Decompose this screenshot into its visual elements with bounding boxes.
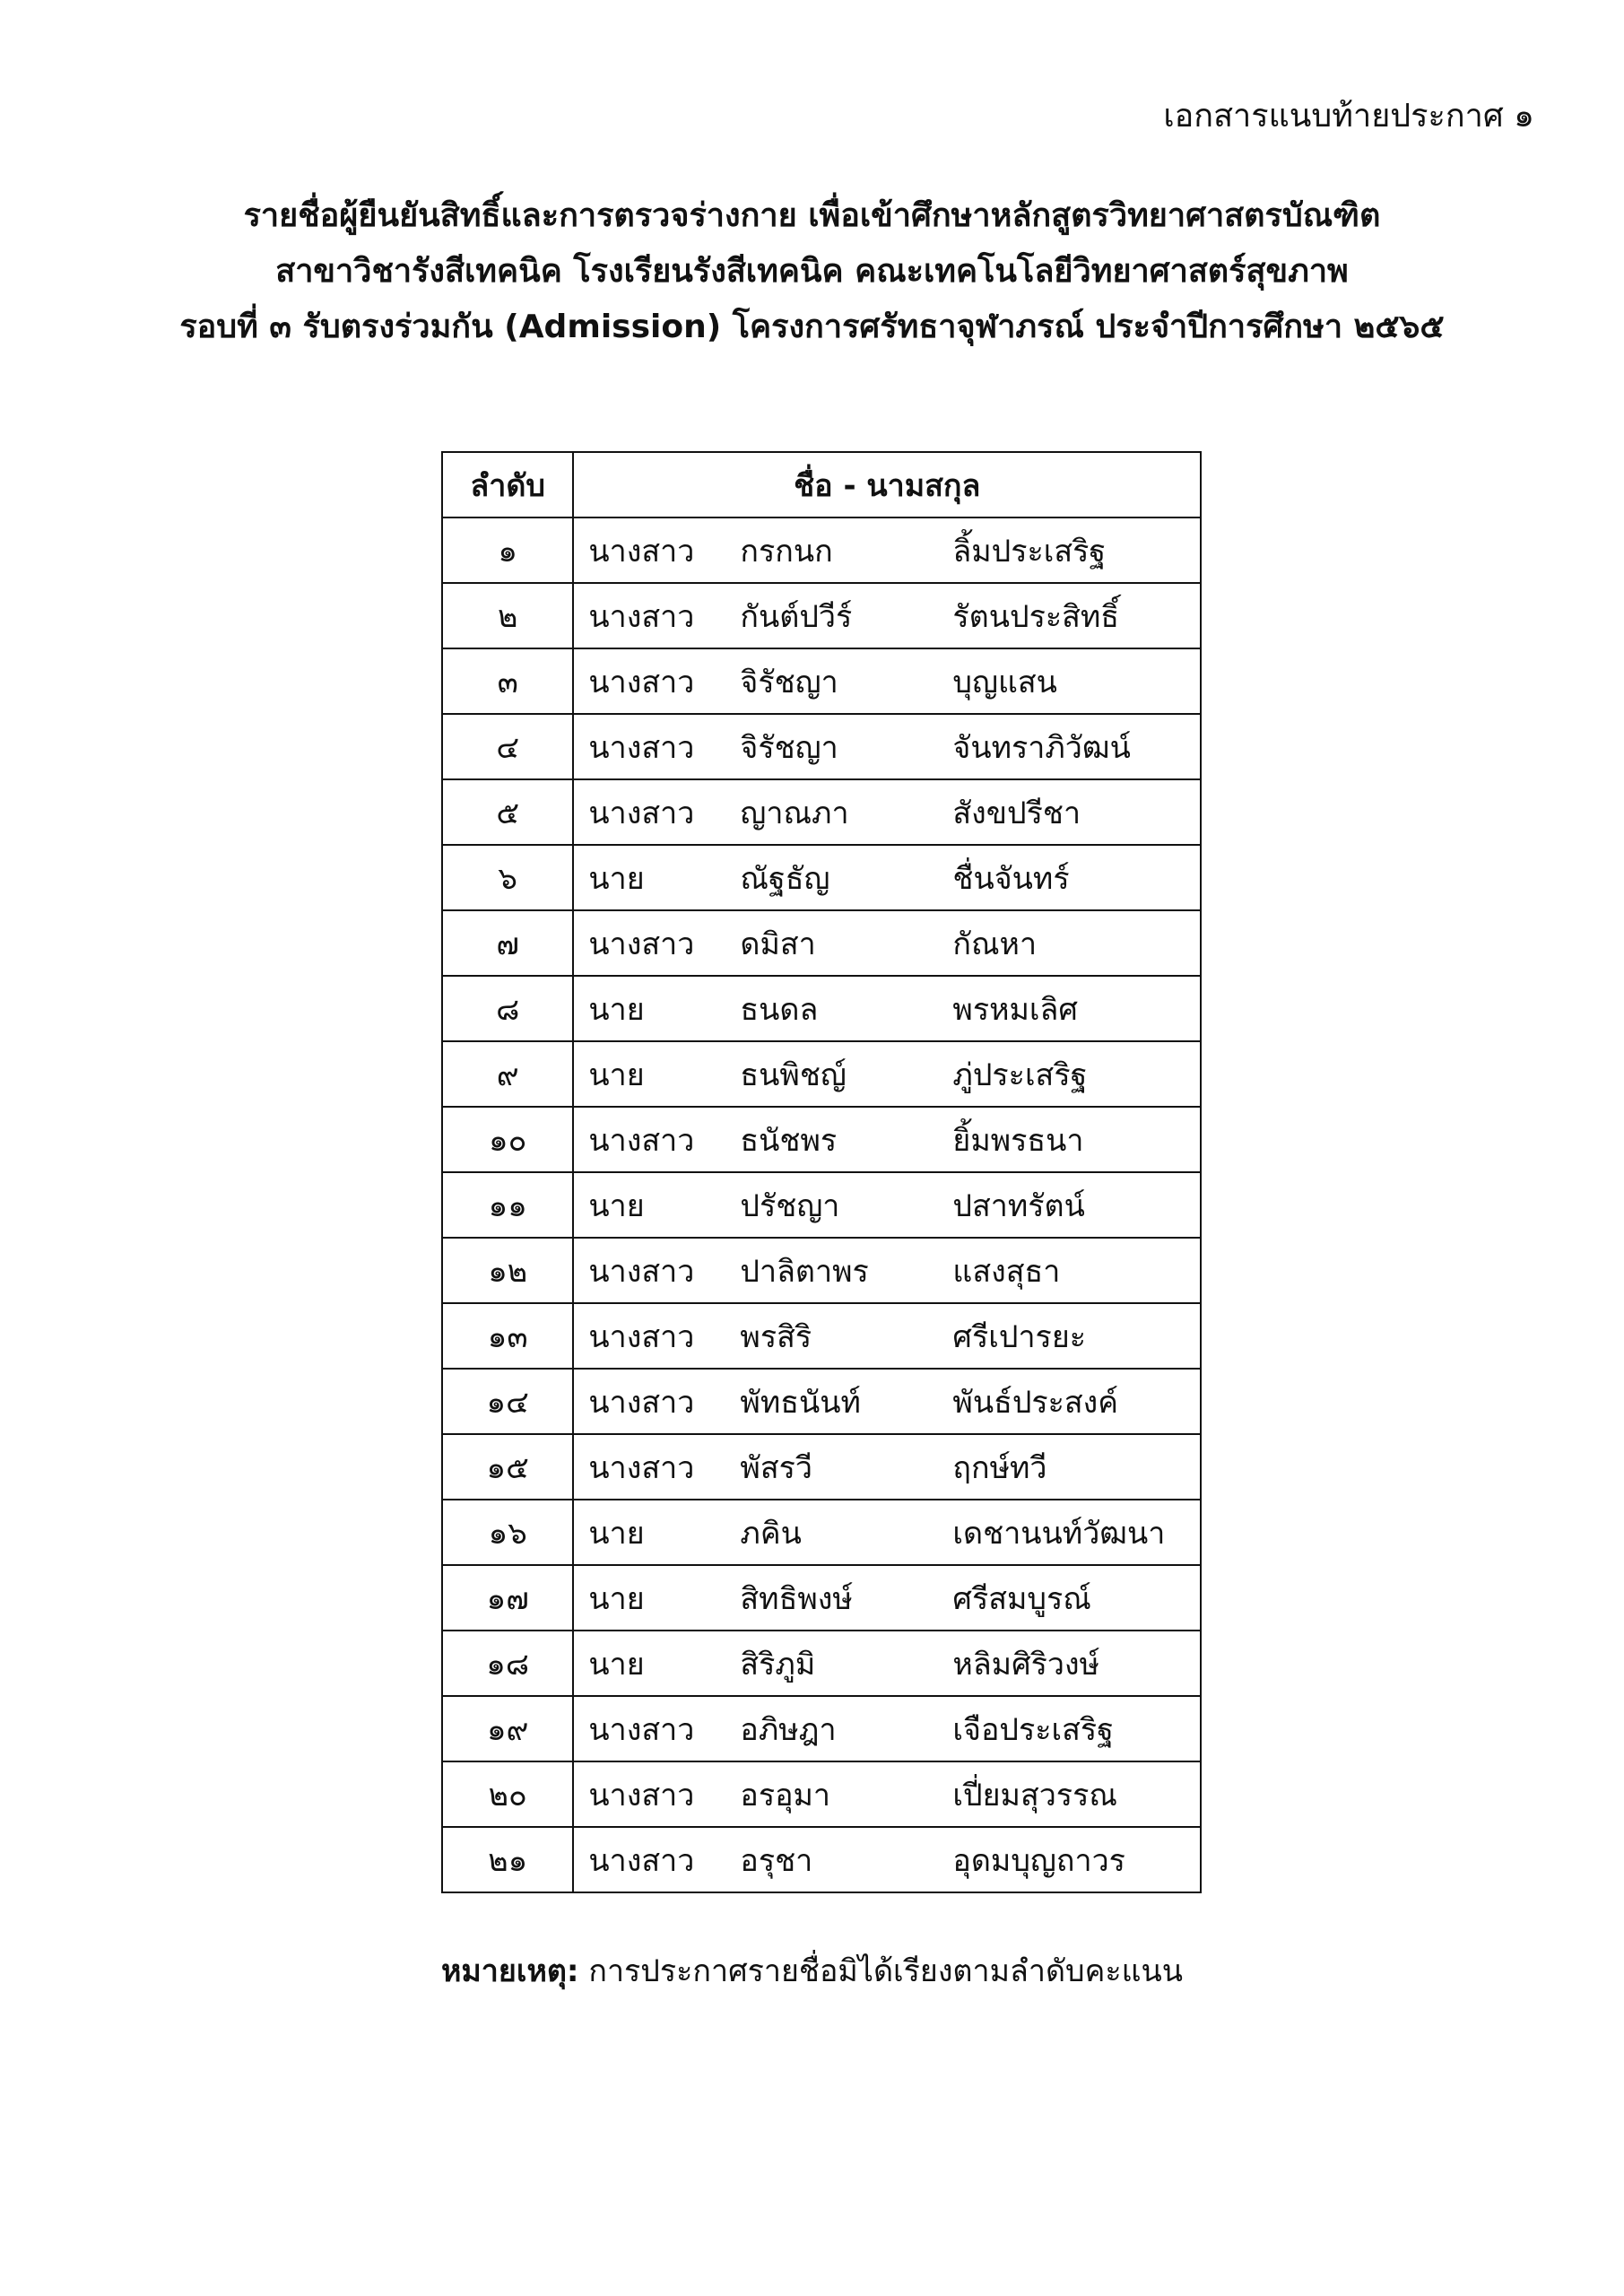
last-name: ฤกษ์ทวี xyxy=(952,1449,1047,1486)
row-number: ๕ xyxy=(442,779,573,845)
first-name: ดมิสา xyxy=(740,926,816,962)
name-cell xyxy=(573,845,1201,910)
row-number: ๑๒ xyxy=(442,1238,573,1303)
last-name: เดชานนท์วัฒนา xyxy=(952,1515,1166,1552)
last-name: ชื่นจันทร์ xyxy=(952,860,1070,897)
first-name: พรสิริ xyxy=(740,1318,812,1355)
row-number: ๑๔ xyxy=(442,1369,573,1434)
first-name: จิรัชญา xyxy=(740,729,838,766)
table-row xyxy=(442,1827,1201,1892)
last-name: ภู่ประเสริฐ xyxy=(952,1057,1088,1093)
last-name: ศรีเปารยะ xyxy=(952,1318,1087,1355)
title-line-1: รายชื่อผู้ยืนยันสิทธิ์และการตรวจร่างกาย เพื่อเข้าศึกษาหลักสูตรวิทยาศาสตรบัณฑิต xyxy=(243,197,1381,234)
first-name: ธนัชพร xyxy=(740,1122,838,1159)
name-prefix: นางสาว xyxy=(588,664,695,700)
name-prefix: นาย xyxy=(588,1187,645,1224)
table-row xyxy=(442,1303,1201,1369)
last-name: ยิ้มพรธนา xyxy=(952,1122,1084,1159)
table-row xyxy=(442,1107,1201,1172)
name-cell xyxy=(573,1303,1201,1369)
last-name: ปสาทรัตน์ xyxy=(952,1187,1085,1224)
row-number: ๑๘ xyxy=(442,1631,573,1696)
table-row xyxy=(442,1631,1201,1696)
name-prefix: นาย xyxy=(588,991,645,1028)
last-name: สังขปรีชา xyxy=(952,795,1081,831)
name-prefix: นางสาว xyxy=(588,1777,695,1813)
last-name: เปี่ยมสุวรรณ xyxy=(952,1777,1117,1813)
name-prefix: นาย xyxy=(588,1057,645,1093)
name-cell xyxy=(573,517,1201,583)
table-row xyxy=(442,1565,1201,1631)
first-name: สิทธิพงษ์ xyxy=(740,1580,853,1617)
row-number: ๑๗ xyxy=(442,1565,573,1631)
applicant-table xyxy=(441,451,1202,1893)
footnote-label: หมายเหตุ: xyxy=(440,1953,579,1989)
table-row xyxy=(442,1761,1201,1827)
name-prefix: นางสาว xyxy=(588,1318,695,1355)
row-number: ๙ xyxy=(442,1041,573,1107)
name-prefix: นางสาว xyxy=(588,1253,695,1290)
row-number: ๔ xyxy=(442,714,573,779)
last-name: พรหมเลิศ xyxy=(952,991,1078,1028)
row-number: ๘ xyxy=(442,976,573,1041)
name-cell xyxy=(573,1827,1201,1892)
title-line-3: รอบที่ ๓ รับตรงร่วมกัน (Admission) โครงการศรัทธาจุฬาภรณ์ ประจำปีการศึกษา ๒๕๖๕ xyxy=(179,309,1445,345)
name-prefix: นาย xyxy=(588,1580,645,1617)
first-name: พัทธนันท์ xyxy=(740,1384,861,1421)
last-name: ลิ้มประเสริฐ xyxy=(952,533,1107,570)
name-prefix: นาย xyxy=(588,860,645,897)
footnote xyxy=(0,1946,1624,1995)
name-cell xyxy=(573,1172,1201,1238)
name-cell xyxy=(573,779,1201,845)
first-name: อภิษฎา xyxy=(740,1711,837,1748)
first-name: ปรัชญา xyxy=(740,1187,840,1224)
table-row xyxy=(442,1041,1201,1107)
row-number: ๒ xyxy=(442,583,573,648)
name-cell xyxy=(573,1696,1201,1761)
name-prefix: นางสาว xyxy=(588,729,695,766)
name-prefix: นางสาว xyxy=(588,1384,695,1421)
table-row xyxy=(442,1238,1201,1303)
last-name: ศรีสมบูรณ์ xyxy=(952,1580,1091,1617)
first-name: อรอุมา xyxy=(740,1777,831,1813)
first-name: กันต์ปวีร์ xyxy=(740,598,853,635)
name-cell xyxy=(573,1500,1201,1565)
row-number: ๗ xyxy=(442,910,573,976)
last-name: จันทราภิวัฒน์ xyxy=(952,729,1131,766)
row-number: ๑๙ xyxy=(442,1696,573,1761)
name-prefix: นางสาว xyxy=(588,533,695,570)
table-row xyxy=(442,910,1201,976)
name-prefix: นางสาว xyxy=(588,1842,695,1879)
first-name: กรกนก xyxy=(740,533,833,570)
row-number: ๒๑ xyxy=(442,1827,573,1892)
row-number: ๒๐ xyxy=(442,1761,573,1827)
last-name: บุญแสน xyxy=(952,664,1057,700)
name-cell xyxy=(573,648,1201,714)
first-name: ธนดล xyxy=(740,991,819,1028)
name-prefix: นางสาว xyxy=(588,795,695,831)
last-name: อุดมบุญถาวร xyxy=(952,1842,1125,1879)
table-row xyxy=(442,1172,1201,1238)
first-name: สิริภูมิ xyxy=(740,1646,816,1683)
name-prefix: นาย xyxy=(588,1515,645,1552)
last-name: หลิมศิริวงษ์ xyxy=(952,1646,1100,1683)
footnote-text: การประกาศรายชื่อมิได้เรียงตามลำดับคะแนน xyxy=(578,1953,1184,1989)
first-name: ณัฐธัญ xyxy=(740,860,830,897)
name-cell xyxy=(573,1434,1201,1500)
name-cell xyxy=(573,910,1201,976)
last-name: กัณหา xyxy=(952,926,1038,962)
first-name: จิรัชญา xyxy=(740,664,838,700)
name-prefix: นางสาว xyxy=(588,1449,695,1486)
last-name: รัตนประสิทธิ์ xyxy=(952,598,1120,635)
table-row xyxy=(442,1434,1201,1500)
name-prefix: นางสาว xyxy=(588,1711,695,1748)
name-cell xyxy=(573,1565,1201,1631)
row-number: ๑๑ xyxy=(442,1172,573,1238)
name-cell xyxy=(573,1761,1201,1827)
name-cell xyxy=(573,976,1201,1041)
table-header-row xyxy=(442,452,1201,517)
row-number: ๓ xyxy=(442,648,573,714)
title-line-2: สาขาวิชารังสีเทคนิค โรงเรียนรังสีเทคนิค คณะเทคโนโลยีวิทยาศาสตร์สุขภาพ xyxy=(275,253,1349,290)
table-row xyxy=(442,976,1201,1041)
first-name: อรุชา xyxy=(740,1842,813,1879)
table-row xyxy=(442,1369,1201,1434)
name-prefix: นางสาว xyxy=(588,926,695,962)
name-cell xyxy=(573,1041,1201,1107)
table-body xyxy=(442,517,1201,1892)
name-prefix: นางสาว xyxy=(588,1122,695,1159)
first-name: ธนพิชญ์ xyxy=(740,1057,847,1093)
table-row xyxy=(442,583,1201,648)
row-number: ๑๖ xyxy=(442,1500,573,1565)
header-number: ลำดับ xyxy=(442,452,573,517)
name-cell xyxy=(573,1631,1201,1696)
table-row xyxy=(442,648,1201,714)
row-number: ๑๕ xyxy=(442,1434,573,1500)
last-name: เจือประเสริฐ xyxy=(952,1711,1114,1748)
first-name: ภคิน xyxy=(740,1515,802,1552)
row-number: ๑๓ xyxy=(442,1303,573,1369)
document-title xyxy=(0,188,1624,355)
name-prefix: นางสาว xyxy=(588,598,695,635)
name-cell xyxy=(573,714,1201,779)
name-prefix: นาย xyxy=(588,1646,645,1683)
last-name: พันธ์ประสงค์ xyxy=(952,1384,1119,1421)
name-cell xyxy=(573,1369,1201,1434)
attachment-label: เอกสารแนบท้ายประกาศ ๑ xyxy=(1163,98,1534,135)
header-name: ชื่อ - นามสกุล xyxy=(573,452,1201,517)
table-row xyxy=(442,779,1201,845)
table-row xyxy=(442,1696,1201,1761)
first-name: ญาณภา xyxy=(740,795,849,831)
name-cell xyxy=(573,583,1201,648)
table-row xyxy=(442,714,1201,779)
row-number: ๑ xyxy=(442,517,573,583)
first-name: ปาลิตาพร xyxy=(740,1253,869,1290)
name-cell xyxy=(573,1107,1201,1172)
table-row xyxy=(442,1500,1201,1565)
table-row xyxy=(442,845,1201,910)
name-cell xyxy=(573,1238,1201,1303)
row-number: ๖ xyxy=(442,845,573,910)
table-row xyxy=(442,517,1201,583)
row-number: ๑๐ xyxy=(442,1107,573,1172)
first-name: พัสรวี xyxy=(740,1449,812,1486)
last-name: แสงสุธา xyxy=(952,1253,1061,1290)
